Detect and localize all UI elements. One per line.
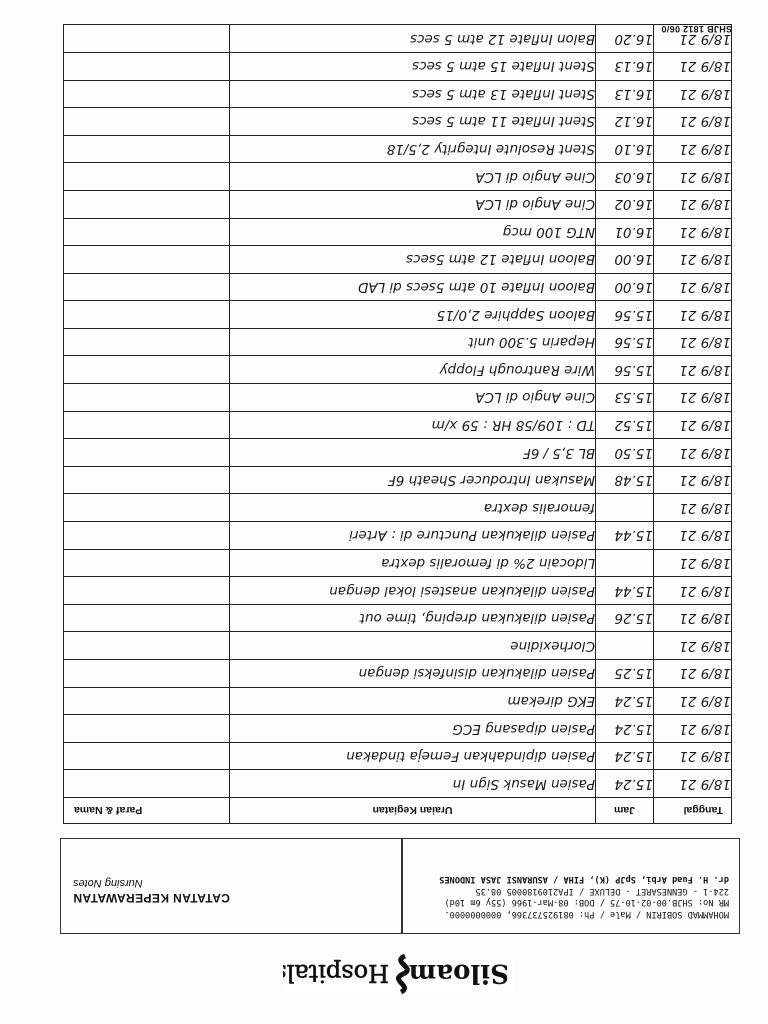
header-date: Tanggal bbox=[654, 798, 732, 824]
table-row bbox=[64, 687, 732, 715]
row-signature bbox=[64, 687, 230, 715]
table-row bbox=[64, 660, 732, 688]
row-time: 15.52 bbox=[596, 411, 654, 439]
table-body bbox=[64, 25, 732, 798]
row-signature bbox=[64, 108, 230, 136]
row-date: 18/9 21 bbox=[654, 439, 732, 467]
row-activity: Baloon Sapphire 2,0/15 bbox=[230, 301, 596, 329]
row-time: 15.24 bbox=[596, 687, 654, 715]
form-title-box bbox=[60, 838, 402, 934]
row-signature bbox=[64, 549, 230, 577]
row-time: 15.44 bbox=[596, 522, 654, 550]
row-time: 16.00 bbox=[596, 273, 654, 301]
row-signature bbox=[64, 52, 230, 80]
row-activity: femoralis dextra bbox=[230, 494, 596, 522]
row-activity: Masukan Introducer Sheath 6F bbox=[230, 466, 596, 494]
row-time: 16.20 bbox=[596, 25, 654, 53]
header-sign: Paraf & Nama bbox=[64, 798, 230, 824]
table-row bbox=[64, 163, 732, 191]
row-signature bbox=[64, 411, 230, 439]
row-signature bbox=[64, 742, 230, 770]
row-time: 15.48 bbox=[596, 466, 654, 494]
table-row bbox=[64, 549, 732, 577]
row-activity: Pasien dilakukan dreping, time out bbox=[230, 604, 596, 632]
row-date: 18/9 21 bbox=[654, 577, 732, 605]
table-row bbox=[64, 770, 732, 798]
row-activity: Baloon Inflate 12 atm 5secs bbox=[230, 246, 596, 274]
table-row bbox=[64, 273, 732, 301]
row-signature bbox=[64, 328, 230, 356]
table-row bbox=[64, 135, 732, 163]
row-activity: EKG direkam bbox=[230, 687, 596, 715]
row-activity: Balon Inflate 12 atm 5 secs bbox=[230, 25, 596, 53]
table-header-row bbox=[64, 798, 732, 824]
row-activity: Pasien dilakukan Puncture di : Arteri bbox=[230, 522, 596, 550]
row-signature bbox=[64, 439, 230, 467]
row-date: 18/9 21 bbox=[654, 135, 732, 163]
row-date: 18/9 21 bbox=[654, 411, 732, 439]
row-time: 15.56 bbox=[596, 328, 654, 356]
row-time: 16.02 bbox=[596, 190, 654, 218]
row-signature bbox=[64, 246, 230, 274]
row-date: 18/9 21 bbox=[654, 190, 732, 218]
row-signature bbox=[64, 632, 230, 660]
row-date: 18/9 21 bbox=[654, 273, 732, 301]
row-signature bbox=[64, 494, 230, 522]
table-row bbox=[64, 494, 732, 522]
row-signature bbox=[64, 770, 230, 798]
row-date: 18/9 21 bbox=[654, 80, 732, 108]
row-time: 15.26 bbox=[596, 604, 654, 632]
row-signature bbox=[64, 577, 230, 605]
header-time: Jam bbox=[596, 798, 654, 824]
table-row bbox=[64, 218, 732, 246]
row-date: 18/9 21 bbox=[654, 52, 732, 80]
row-activity: NTG 100 mcg bbox=[230, 218, 596, 246]
row-activity: Pasien Masuk Sign In bbox=[230, 770, 596, 798]
table-row bbox=[64, 328, 732, 356]
table-row bbox=[64, 52, 732, 80]
row-time: 16.10 bbox=[596, 135, 654, 163]
row-activity: Cine Angio di LCA bbox=[230, 190, 596, 218]
row-date: 18/9 21 bbox=[654, 770, 732, 798]
row-date: 18/9 21 bbox=[654, 25, 732, 53]
row-date: 18/9 21 bbox=[654, 494, 732, 522]
svg-text:Siloam: Siloam bbox=[408, 958, 509, 988]
row-time: 16.01 bbox=[596, 218, 654, 246]
row-time: 15.56 bbox=[596, 301, 654, 329]
row-signature bbox=[64, 80, 230, 108]
row-date: 18/9 21 bbox=[654, 384, 732, 412]
row-time: 16.12 bbox=[596, 108, 654, 136]
table-row bbox=[64, 301, 732, 329]
row-date: 18/9 21 bbox=[654, 660, 732, 688]
table-row bbox=[64, 108, 732, 136]
row-time: 15.24 bbox=[596, 742, 654, 770]
row-date: 18/9 21 bbox=[654, 715, 732, 743]
row-activity: Cine Angio di LCA bbox=[230, 163, 596, 191]
form-title: CATATAN KEPERAWATAN bbox=[73, 891, 230, 905]
row-date: 18/9 21 bbox=[654, 632, 732, 660]
row-signature bbox=[64, 660, 230, 688]
form-code: SHJB 1812 06/0 bbox=[661, 24, 732, 34]
row-activity: Stent Inflate 13 atm 5 secs bbox=[230, 80, 596, 108]
row-activity: Stent Resolute Integrity 2,5/18 bbox=[230, 135, 596, 163]
patient-mr-line: MR No: SHJB.00-02-10-75 / DOB: 08-Mar-1966 (55y 6m 10d) bbox=[444, 897, 729, 908]
row-signature bbox=[64, 273, 230, 301]
table-row bbox=[64, 25, 732, 53]
row-time bbox=[596, 632, 654, 660]
table-row bbox=[64, 246, 732, 274]
row-time: 16.13 bbox=[596, 80, 654, 108]
table-row bbox=[64, 604, 732, 632]
row-date: 18/9 21 bbox=[654, 163, 732, 191]
table-row bbox=[64, 411, 732, 439]
row-time: 15.24 bbox=[596, 770, 654, 798]
table-row bbox=[64, 190, 732, 218]
row-signature bbox=[64, 25, 230, 53]
row-activity: Lidocain 2% di femoralis dextra bbox=[230, 549, 596, 577]
row-time: 16.03 bbox=[596, 163, 654, 191]
row-time: 15.56 bbox=[596, 356, 654, 384]
table-row bbox=[64, 632, 732, 660]
row-date: 18/9 21 bbox=[654, 604, 732, 632]
row-activity: Stent Inflate 11 atm 5 secs bbox=[230, 108, 596, 136]
siloam-logo bbox=[283, 954, 513, 996]
patient-doctor-line: dr. H. Fuad Arbi, SpJP (K), FIHA / ASURANSI JASA INDONES bbox=[439, 874, 729, 885]
table-row bbox=[64, 577, 732, 605]
row-signature bbox=[64, 190, 230, 218]
row-date: 18/9 21 bbox=[654, 549, 732, 577]
row-activity: Wire Rantrough Floppy bbox=[230, 356, 596, 384]
form-subtitle: Nursing Notes bbox=[73, 877, 143, 889]
row-activity: Pasien dipindahkan Femeja tindakan bbox=[230, 742, 596, 770]
row-signature bbox=[64, 604, 230, 632]
row-time: 15.53 bbox=[596, 384, 654, 412]
row-date: 18/9 21 bbox=[654, 328, 732, 356]
row-date: 18/9 21 bbox=[654, 301, 732, 329]
row-signature bbox=[64, 356, 230, 384]
table-row bbox=[64, 522, 732, 550]
row-date: 18/9 21 bbox=[654, 218, 732, 246]
row-date: 18/9 21 bbox=[654, 246, 732, 274]
row-signature bbox=[64, 715, 230, 743]
patient-room-line: 224-1 - GENNESARET - DELUXE / IPA2109180005 08.35 bbox=[475, 886, 729, 896]
row-date: 18/9 21 bbox=[654, 687, 732, 715]
row-activity: Baloon Inflate 10 atm 5secs di LAD bbox=[230, 273, 596, 301]
table-row bbox=[64, 742, 732, 770]
row-time: 16.13 bbox=[596, 52, 654, 80]
table-row bbox=[64, 384, 732, 412]
row-signature bbox=[64, 522, 230, 550]
row-date: 18/9 21 bbox=[654, 742, 732, 770]
svg-text:Hospitals: Hospitals bbox=[283, 959, 389, 987]
row-signature bbox=[64, 218, 230, 246]
row-time: 15.50 bbox=[596, 439, 654, 467]
table-row bbox=[64, 439, 732, 467]
header-activity: Uraian Kegiatan bbox=[230, 798, 596, 824]
table-row bbox=[64, 80, 732, 108]
patient-label bbox=[402, 838, 740, 934]
row-activity: BL 3,5 / 6F bbox=[230, 439, 596, 467]
row-time: 15.44 bbox=[596, 577, 654, 605]
row-signature bbox=[64, 135, 230, 163]
row-activity: Pasien dilakukan anastesi lokal dengan bbox=[230, 577, 596, 605]
row-signature bbox=[64, 466, 230, 494]
siloam-logo-mark-icon bbox=[283, 954, 513, 996]
row-time: 15.25 bbox=[596, 660, 654, 688]
row-time: 16.00 bbox=[596, 246, 654, 274]
row-time bbox=[596, 549, 654, 577]
row-signature bbox=[64, 301, 230, 329]
table-row bbox=[64, 466, 732, 494]
table-row bbox=[64, 356, 732, 384]
nursing-log-table bbox=[63, 24, 732, 824]
row-activity: Pasien dipasang ECG bbox=[230, 715, 596, 743]
table-row bbox=[64, 715, 732, 743]
row-date: 18/9 21 bbox=[654, 356, 732, 384]
row-time bbox=[596, 494, 654, 522]
row-date: 18/9 21 bbox=[654, 108, 732, 136]
row-signature bbox=[64, 384, 230, 412]
row-activity: Pasien dilakukan disinfeksi dengan bbox=[230, 660, 596, 688]
row-time: 15.24 bbox=[596, 715, 654, 743]
row-activity: Stent Inflate 15 atm 5 secs bbox=[230, 52, 596, 80]
row-signature bbox=[64, 163, 230, 191]
row-activity: Clorhexidine bbox=[230, 632, 596, 660]
row-date: 18/9 21 bbox=[654, 466, 732, 494]
row-activity: Cine Angio di LCA bbox=[230, 384, 596, 412]
patient-name-line: MOHAMMAD SOBIRIN / Male / Ph: 081925737366, 0000000000. bbox=[444, 909, 729, 919]
row-activity: Heparin 5.300 unit bbox=[230, 328, 596, 356]
row-date: 18/9 21 bbox=[654, 522, 732, 550]
row-activity: TD : 109/58 HR : 59 x/m bbox=[230, 411, 596, 439]
